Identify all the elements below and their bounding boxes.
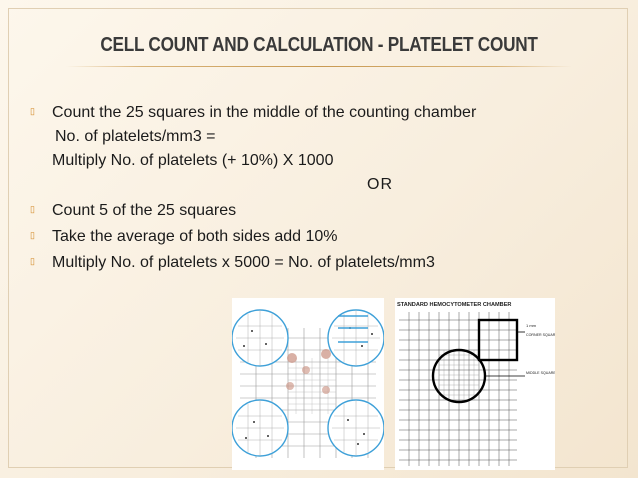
bullet-icon: ▯ bbox=[30, 204, 35, 214]
bullet-item: ▯ Multiply No. of platelets x 5000 = No. of platelets/mm3 bbox=[30, 249, 620, 275]
or-separator: OR bbox=[367, 176, 393, 193]
label-corner-square: CORNER SQUARE bbox=[526, 333, 555, 337]
bullet-item: ▯ Count 5 of the 25 squares bbox=[30, 197, 620, 223]
hemocytometer-chamber-image bbox=[395, 298, 555, 470]
bullet-item: ▯ Count the 25 squares in the middle of the counting chamber bbox=[30, 99, 620, 125]
bullet-icon: ▯ bbox=[30, 106, 35, 116]
bullet-list bbox=[30, 99, 620, 275]
standard-hemocytometer-figure bbox=[395, 298, 555, 470]
bullet-icon: ▯ bbox=[30, 230, 35, 240]
hemocytometer-magnified-figure bbox=[232, 298, 384, 470]
hemocytometer-grid-image bbox=[232, 298, 384, 470]
bullet-item: ▯ Take the average of both sides add 10% bbox=[30, 223, 620, 249]
bullet-continuation: No. of platelets/mm3 = bbox=[55, 128, 216, 145]
label-middle-square: MIDDLE SQUARE bbox=[526, 371, 555, 375]
figure-heading: STANDARD HEMOCYTOMETER CHAMBER bbox=[397, 302, 512, 308]
slide-title: CELL COUNT AND CALCULATION - PLATELET COUNT bbox=[100, 34, 538, 56]
bullet-continuation: Multiply No. of platelets (+ 10%) X 1000 bbox=[52, 152, 334, 169]
bullet-icon: ▯ bbox=[30, 256, 35, 266]
label-1mm: 1 mm bbox=[526, 323, 536, 328]
title-underline bbox=[66, 66, 572, 67]
